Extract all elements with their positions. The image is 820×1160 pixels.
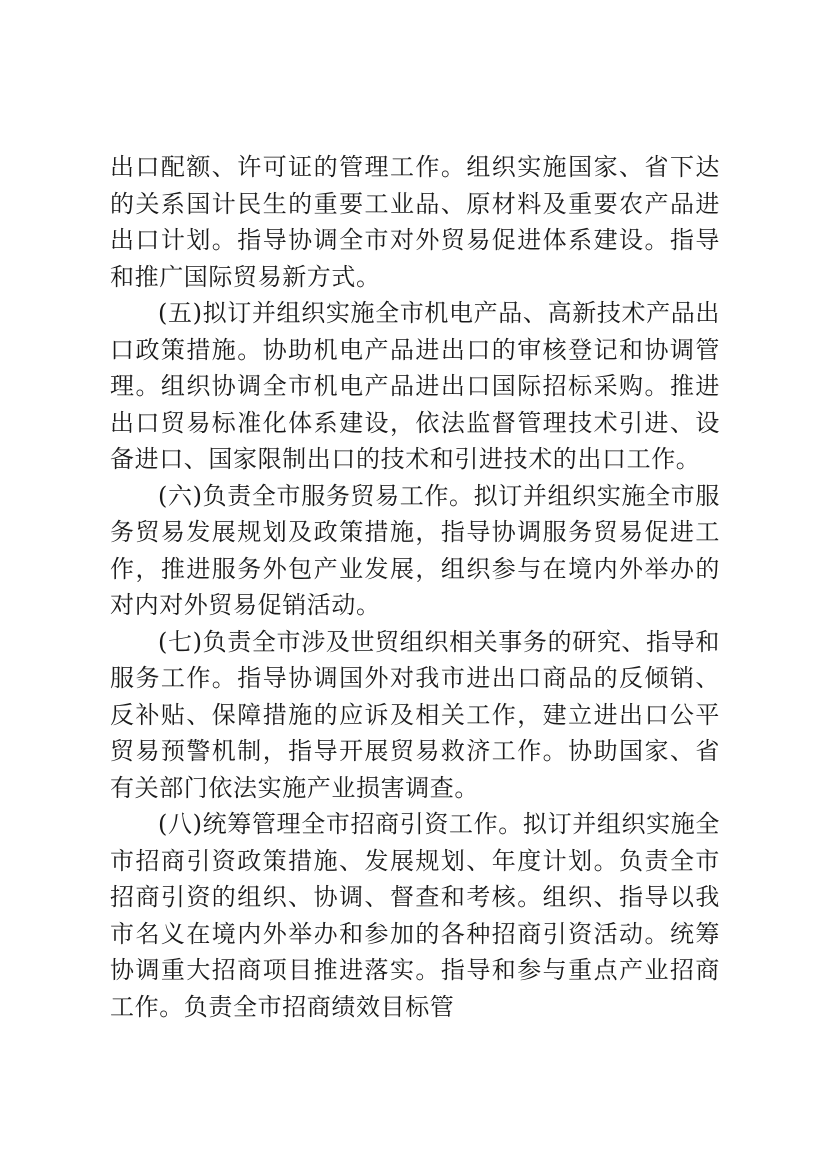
document-body — [110, 149, 720, 1025]
paragraph-item-7: (七)负责全市涉及世贸组织相关事务的研究、指导和服务工作。指导协调国外对我市进出口商品的反倾销、反补贴、保障措施的应诉及相关工作，建立进出口公平贸易预警机制，指导开展贸易救济工作。协助国家、省有关部门依法实施产业损害调查。 — [110, 627, 720, 802]
paragraph-item-8: (八)统筹管理全市招商引资工作。拟订并组织实施全市招商引资政策措施、发展规划、年度计划。负责全市招商引资的组织、协调、督查和考核。组织、指导以我市名义在境内外举办和参加的各种招商引资活动。统筹协调重大招商项目推进落实。指导和参与重点产业招商工作。负责全市招商绩效目标管 — [110, 810, 720, 1021]
paragraph-item-6: (六)负责全市服务贸易工作。拟订并组织实施全市服务贸易发展规划及政策措施，指导协调服务贸易促进工作，推进服务外包产业发展，组织参与在境内外举办的对内对外贸易促销活动。 — [110, 481, 720, 619]
paragraph-item-5: (五)拟订并组织实施全市机电产品、高新技术产品出口政策措施。协助机电产品进出口的审核登记和协调管理。组织协调全市机电产品进出口国际招标采购。推进出口贸易标准化体系建设，依法监督管理技术引进、设备进口、国家限制出口的技术和引进技术的出口工作。 — [110, 299, 720, 473]
paragraph-continuation: 出口配额、许可证的管理工作。组织实施国家、省下达的关系国计民生的重要工业品、原材料及重要农产品进出口计划。指导协调全市对外贸易促进体系建设。指导和推广国际贸易新方式。 — [110, 153, 720, 291]
